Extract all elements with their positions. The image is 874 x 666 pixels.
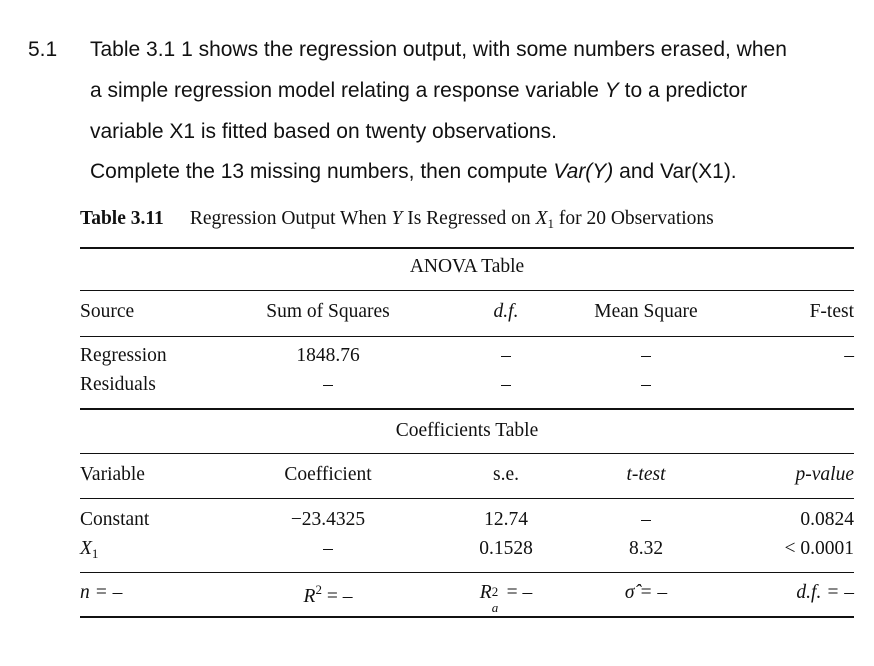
coef-row-constant-t: – [641,509,651,530]
table-caption [80,208,714,232]
rule-bottom [80,616,854,618]
anova-header-ms: Mean Square [594,301,698,322]
anova-header-source: Source [80,301,135,322]
coef-row-constant-coefficient: −23.4325 [290,509,366,530]
caption-text-c: for 20 Observations [553,208,714,229]
anova-header-f: F-test [809,301,854,322]
anova-row-residuals-source: Residuals [80,374,156,395]
rule-anova-header [80,336,854,337]
problem-line-4 [90,160,737,184]
coef-header-p: p-value [795,464,854,485]
rule-coef-title [80,453,854,454]
rule-coef-header [80,498,854,499]
problem-line-3: variable X1 is fitted based on twenty observations. [90,120,557,143]
problem-line-2-y: Y [604,79,619,102]
coef-row-x1-variable [80,538,98,562]
anova-row-residuals-ms: – [641,374,651,395]
caption-text-a: Regression Output When [189,208,392,229]
footer-r2a-sub: a [491,600,499,615]
coef-row-x1-p: < 0.0001 [784,538,854,559]
footer-df: d.f. = – [796,582,854,603]
anova-row-regression-ms: – [641,345,651,366]
footer-r2a-eq: = – [501,582,533,603]
anova-row-regression-source: Regression [80,345,167,366]
problem-line-2-text-b: to a predictor [618,79,748,102]
coef-row-x1-var-x: X [80,538,92,559]
problem-line-4-text-b: and Var(X1). [613,160,737,183]
anova-row-residuals-df: – [501,374,511,395]
coef-header-variable: Variable [80,464,145,485]
coef-header-t: t-test [626,464,666,485]
problem-line-4-vary: Var(Y) [553,160,614,183]
problem-line-2-text-a: a simple regression model relating a response variable [90,79,605,102]
anova-row-regression-ss: 1848.76 [296,345,360,366]
anova-row-regression-f: – [844,345,854,366]
anova-row-regression-df: – [501,345,511,366]
problem-line-2 [90,79,747,103]
footer-r2a-sup: 2 [491,584,499,599]
coef-row-x1-coefficient: – [323,538,333,559]
coef-row-constant-se: 12.74 [484,509,528,530]
anova-header-ss: Sum of Squares [266,301,390,322]
footer-r2-eq: = – [321,586,353,607]
footer-r2-r: R [303,586,316,607]
coef-row-x1-se: 0.1528 [479,538,533,559]
coef-row-x1-var-sub: 1 [91,546,99,561]
footer-n: n = – [80,582,123,603]
coef-row-x1-t: 8.32 [628,538,664,559]
anova-header-df: d.f. [493,301,519,322]
footer-r2a-r: R [479,582,492,603]
footer-sigma: σ̂ = – [624,582,668,603]
caption-x: X [535,208,548,229]
anova-title: ANOVA Table [409,256,525,277]
coef-header-se: s.e. [493,464,519,485]
rule-coef-bottom [80,572,854,573]
caption-text-b: Is Regressed on [402,208,536,229]
coef-title: Coefficients Table [395,420,539,441]
problem-line-1: Table 3.1 1 shows the regression output, with some numbers erased, when [90,38,787,61]
anova-row-residuals-ss: – [323,374,333,395]
coef-row-constant-variable: Constant [80,509,150,530]
rule-top [80,247,854,249]
coef-header-coefficient: Coefficient [284,464,372,485]
coef-row-constant-p: 0.0824 [800,509,854,530]
rule-anova-title [80,290,854,291]
caption-x-sub: 1 [547,216,554,231]
rule-anova-bottom [80,408,854,410]
problem-number: 5.1 [28,38,58,61]
footer-r2-sup: 2 [315,582,322,597]
problem-line-4-text-a: Complete the 13 missing numbers, then compute [90,160,554,183]
caption-y: Y [391,208,403,229]
table-caption-label: Table 3.11 [80,208,164,229]
